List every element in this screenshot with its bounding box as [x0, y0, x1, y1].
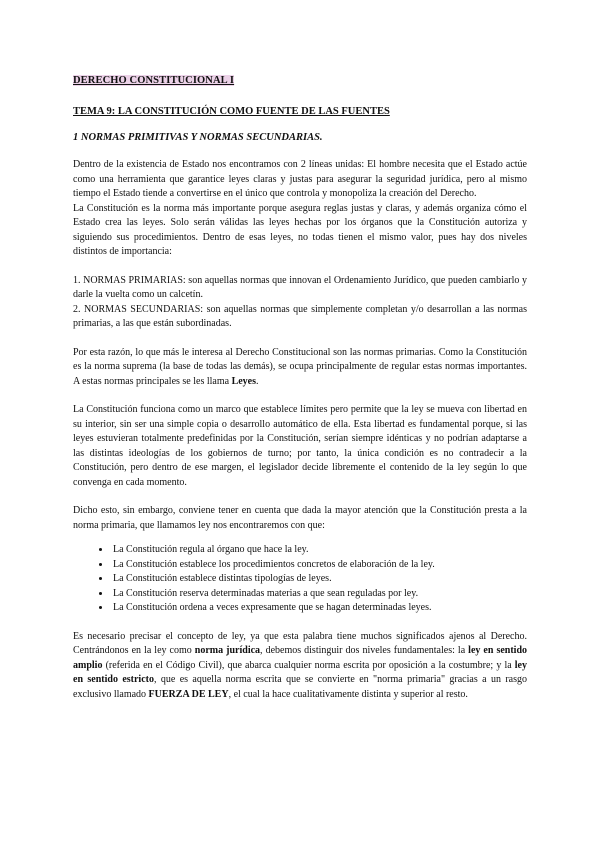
text-segment: , que es aquella norma escrita que se convierte en "norma primaria" gracias a un rasgo exclusivo llamado [73, 674, 527, 700]
list-item: • La Constitución reserva determinadas materias a que sean reguladas por ley. [111, 587, 527, 602]
bold-norma-juridica: norma jurídica [194, 645, 261, 656]
list-item: • La Constitución ordena a veces expresamente que se hagan determinadas leyes. [111, 601, 527, 616]
paragraph-leyes [73, 346, 527, 390]
list-item: • La Constitución establece los procedimientos concretos de elaboración de la ley. [111, 558, 527, 573]
bullet-list [73, 543, 527, 616]
leyes-bold: Leyes [231, 375, 257, 387]
bold-ley-sentido-amplio: ley en sentido amplio [73, 645, 528, 671]
paragraph-leyes-end: . [256, 375, 259, 387]
paragraph-intro: Dentro de la existencia de Estado nos encontramos con 2 líneas unidas: El hombre necesita que el Estado actúe como una herramienta que garantice leyes claras y justas para asegurar la seguridad jurídica, pero al mismo tiempo el Estado tiende a convertirse en el único que controla y monopoliza la creación del Derecho. [73, 159, 527, 199]
bold-ley-sentido-estricto: ley en sentido estricto [73, 659, 527, 685]
list-item-secondary-norms: 2. NORMAS SECUNDARIAS: son aquellas normas que simplemente completan y/o desarrollan a las normas primarias, a las que están subordinadas. [73, 303, 527, 329]
section-title: 1 NORMAS PRIMITIVAS Y NORMAS SECUNDARIAS. [73, 132, 323, 143]
text-segment: (referida en el Código Civil), que abarca cualquier norma escrita por oposición a la costumbre; y la [102, 659, 515, 671]
paragraph-attention: Dicho esto, sin embargo, conviene tener en cuenta que dada la mayor atención que la Constitución presta a la norma primaria, que llamamos ley nos encontraremos con que: [73, 505, 527, 531]
list-item-primary-norms: 1. NORMAS PRIMARIAS: son aquellas normas que innovan el Ordenamiento Jurídico, que pueden cambiarlo y darle la vuelta como un calcetín. [73, 274, 527, 300]
bold-fuerza-de-ley: FUERZA DE LEY [148, 688, 229, 700]
paragraph-framework: La Constitución funciona como un marco que establece límites pero permite que la ley se mueva con libertad en su interior, sin ser una simple copia o desarrollo automático de ella. Esta libertad es fundamental porque, si las leyes estuvieran totalmente predefinidas por la Constitución, serían siempre idénticas y no podrían adaptarse a las distintas ideologías de los gobiernos de turno; por tanto, la única condición es no contradecir a la Constitución, pero dentro de ese margen, el legislador decide libremente el contenido de la ley según lo que convenga en cada momento. [73, 404, 527, 488]
paragraph-leyes-text: Por esta razón, lo que más le interesa al Derecho Constitucional son las normas primarias. Como la Constitución es la norma suprema (la base de todas las demás), se ocupa principalmente de regular estas normas importantes. A estas normas principales se les llama [73, 346, 527, 387]
paragraph-constitution: La Constitución es la norma más importante porque asegura reglas justas y claras, y además organiza cómo el Estado crea las leyes. Solo serán válidas las leyes hechas por los órganos que la Constitución autoriza y siguiendo sus procedimientos. Dentro de esas leyes, no todas tienen el mismo valor, pues hay dos niveles distintos de importancia: [73, 202, 527, 257]
list-item: • La Constitución establece distintas tipologías de leyes. [111, 572, 527, 587]
paragraph-law-concept [73, 630, 527, 703]
topic-title: TEMA 9: LA CONSTITUCIÓN COMO FUENTE DE LAS FUENTES [73, 106, 390, 117]
subject-heading: DERECHO CONSTITUCIONAL I [73, 75, 235, 86]
list-item: • La Constitución regula al órgano que hace la ley. [111, 543, 527, 558]
text-segment: , debemos distinguir dos niveles fundamentales: la [260, 645, 469, 656]
text-segment: Es necesario precisar el concepto de ley, ya que esta palabra tiene muchos significados ajenos al Derecho. Centrándonos en la ley como [73, 630, 527, 656]
text-segment: , el cual la hace cualitativamente distinta y superior al resto. [228, 688, 468, 700]
